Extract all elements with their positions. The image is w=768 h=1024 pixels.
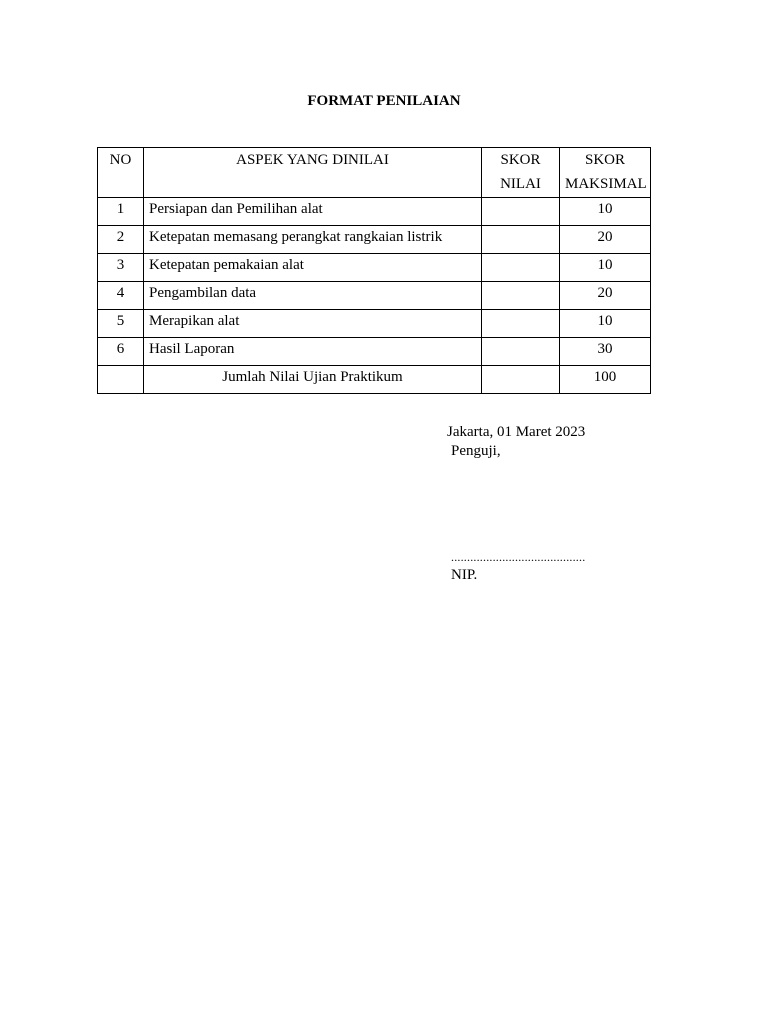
table-header-row — [98, 148, 651, 198]
cell-skor-maksimal: 10 — [560, 310, 651, 338]
cell-no: 6 — [98, 338, 144, 366]
cell-no: 2 — [98, 226, 144, 254]
total-skor-nilai — [482, 366, 560, 394]
cell-skor-nilai — [482, 226, 560, 254]
header-aspek-label: ASPEK YANG DINILAI — [236, 152, 389, 168]
cell-no: 3 — [98, 254, 144, 282]
cell-skor-nilai — [482, 198, 560, 226]
cell-aspek: Pengambilan data — [144, 282, 482, 310]
total-empty-cell — [98, 366, 144, 394]
cell-skor-nilai — [482, 338, 560, 366]
header-skor-nilai-line2: NILAI — [500, 176, 541, 192]
table-row — [98, 254, 651, 282]
header-no — [98, 148, 144, 198]
assessment-table — [97, 147, 651, 394]
header-skor-nilai — [482, 148, 560, 198]
cell-skor-maksimal: 10 — [560, 198, 651, 226]
header-aspek — [144, 148, 482, 198]
total-label: Jumlah Nilai Ujian Praktikum — [144, 366, 482, 394]
cell-skor-nilai — [482, 282, 560, 310]
cell-skor-maksimal: 30 — [560, 338, 651, 366]
cell-no: 1 — [98, 198, 144, 226]
table-row — [98, 226, 651, 254]
header-no-label: NO — [109, 152, 132, 168]
table-row — [98, 338, 651, 366]
examiner-role: Penguji, — [451, 443, 501, 459]
total-row — [98, 366, 651, 394]
nip-label: NIP. — [451, 567, 478, 583]
header-skor-maksimal-line1: SKOR — [584, 152, 625, 168]
header-skor-nilai-line1: SKOR — [500, 152, 541, 168]
cell-aspek: Hasil Laporan — [144, 338, 482, 366]
table-row — [98, 198, 651, 226]
cell-no: 4 — [98, 282, 144, 310]
table-row — [98, 310, 651, 338]
cell-aspek: Merapikan alat — [144, 310, 482, 338]
document-title: FORMAT PENILAIAN — [307, 93, 461, 109]
cell-skor-maksimal: 20 — [560, 226, 651, 254]
signature-dots: .......................................... — [451, 550, 586, 564]
cell-aspek: Ketepatan memasang perangkat rangkaian listrik — [144, 226, 482, 254]
cell-no: 5 — [98, 310, 144, 338]
table-row — [98, 282, 651, 310]
cell-skor-maksimal: 10 — [560, 254, 651, 282]
cell-skor-nilai — [482, 310, 560, 338]
cell-aspek: Persiapan dan Pemilihan alat — [144, 198, 482, 226]
place-date: Jakarta, 01 Maret 2023 — [447, 424, 586, 440]
header-skor-maksimal — [560, 148, 651, 198]
cell-aspek: Ketepatan pemakaian alat — [144, 254, 482, 282]
total-skor-maksimal: 100 — [560, 366, 651, 394]
header-skor-maksimal-line2: MAKSIMAL — [565, 176, 647, 192]
cell-skor-maksimal: 20 — [560, 282, 651, 310]
cell-skor-nilai — [482, 254, 560, 282]
